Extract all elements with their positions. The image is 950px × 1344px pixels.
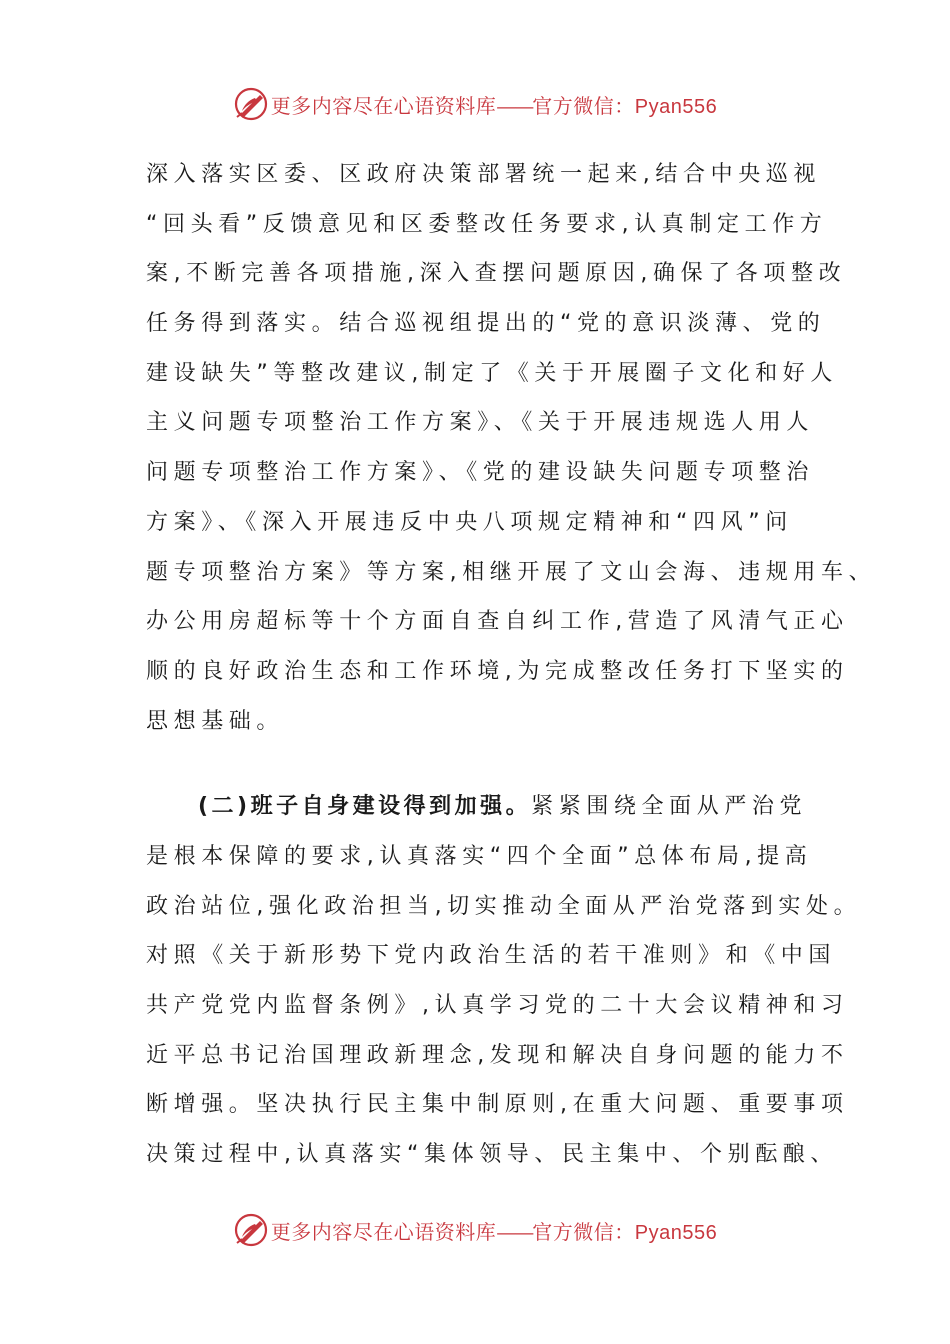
text-line: 思想基础。: [146, 708, 285, 734]
text-line: 题专项整治方案》等方案,相继开展了文山会海、违规用车、: [146, 559, 877, 585]
header-dash-2: —: [514, 93, 533, 118]
text-line: 主义问题专项整治工作方案》、《关于开展违规选人用人: [146, 410, 815, 436]
text-line: 任务得到落实。结合巡视组提出的“党的意识淡薄、党的: [146, 311, 826, 337]
footer-brand-text: 更多内容尽在心语资料库: [270, 1219, 497, 1244]
document-body: [146, 150, 877, 1180]
section-heading: (二)班子自身建设得到加强。: [198, 794, 532, 820]
footer-dash: —: [496, 1219, 515, 1244]
paragraph-2-first-line: [146, 782, 810, 832]
paragraph-1: [146, 150, 877, 746]
pen-logo-icon: [233, 86, 269, 122]
header-brand-text: 更多内容尽在心语资料库: [270, 93, 497, 118]
header-banner: [0, 84, 950, 124]
text-line: 案,不断完善各项措施,深入查摆问题原因,确保了各项整改: [146, 261, 847, 287]
footer-wechat-label: 官方微信：: [532, 1219, 635, 1244]
text-line: 方案》、《深入开展违反中央八项规定精神和“四风”问: [146, 509, 793, 535]
footer-wechat-id: Pyan556: [634, 1221, 718, 1244]
text-line: 共产党党内监督条例》,认真学习党的二十大会议精神和习: [146, 993, 849, 1018]
text-line: 办公用房超标等十个方面自查自纠工作,营造了风清气正心: [146, 609, 849, 635]
text-line: 决策过程中,认真落实“集体领导、民主集中、个别酝酿、: [146, 1142, 838, 1168]
text-line: 问题专项整治工作方案》、《党的建设缺失问题专项整治: [146, 460, 815, 486]
text-line: 近平总书记治国理政新理念,发现和解决自身问题的能力不: [146, 1042, 849, 1068]
pen-logo-icon: [233, 1212, 269, 1248]
text-line: 断增强。坚决执行民主集中制原则,在重大问题、重要事项: [146, 1092, 849, 1118]
text-line: 对照《关于新形势下党内政治生活的若干准则》和《中国: [146, 943, 837, 969]
header-wechat-label: 官方微信：: [532, 93, 635, 118]
text-line: 是根本保障的要求,认真落实“四个全面”总体布局,提高: [146, 843, 813, 869]
text-line: 顺的良好政治生态和工作环境,为完成整改任务打下坚实的: [146, 658, 849, 684]
text-line: 政治站位,强化政治担当,切实推动全面从严治党落到实处。: [146, 893, 862, 919]
text-span: 紧紧围绕全面从严治党: [531, 794, 808, 820]
text-line: “回头看”反馈意见和区委整改任务要求,认真制定工作方: [146, 211, 828, 237]
text-line: 建设缺失”等整改建议,制定了《关于开展圈子文化和好人: [146, 360, 838, 386]
text-line: 深入落实区委、区政府决策部署统一起来,结合中央巡视: [146, 162, 821, 187]
footer-dash-2: —: [514, 1219, 533, 1244]
paragraph-2: [146, 782, 862, 1180]
header-dash: —: [496, 93, 515, 118]
footer-banner: [0, 1210, 950, 1250]
header-wechat-id: Pyan556: [634, 95, 718, 118]
